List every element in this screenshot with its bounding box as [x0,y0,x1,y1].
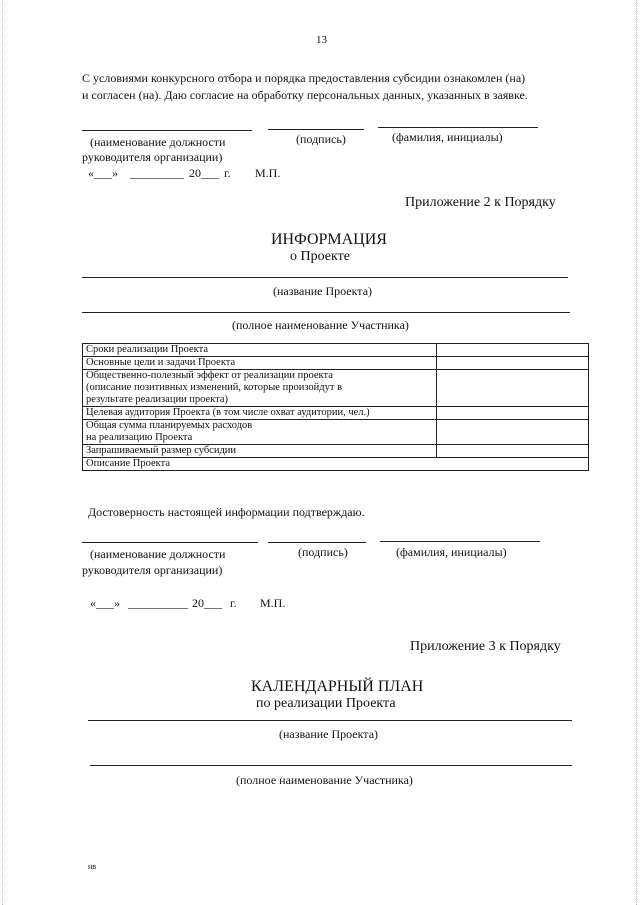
project-name-label: (название Проекта) [279,727,379,741]
table-cell-value[interactable] [437,445,589,458]
table-cell-value[interactable] [437,370,589,407]
annex-2-title: Приложение 2 к Порядку [405,195,556,210]
date-day: «___» [90,596,120,610]
stamp-placeholder: М.П. [255,166,281,180]
date-month: __________ [128,596,188,610]
table-row [83,370,589,407]
participant-label: (полное наименование Участника) [232,318,409,332]
name-line [378,127,538,128]
table-cell-label: Запрашиваемый размер субсидии [83,445,437,458]
annex-3-title: Приложение 3 к Порядку [410,639,561,654]
name-line [380,541,540,542]
position-label: (наименование должности [90,135,226,149]
table-cell-label: Описание Проекта [83,458,589,471]
signature-label: (подпись) [296,132,346,146]
position-label-2: руководителя организации) [82,150,223,164]
position-line [82,542,258,543]
project-info-table [82,343,589,471]
table-cell-label: Общая сумма планируемых расходов на реализацию Проекта [83,420,437,445]
table-row [83,420,589,445]
table-cell-label: Основные цели и задачи Проекта [83,357,437,370]
name-label: (фамилия, инициалы) [392,130,503,144]
project-name-line [88,720,572,721]
signature-label: (подпись) [298,545,348,559]
consent-line-2: и согласен (на). Даю согласие на обработку персональных данных, указанных в заявке. [82,88,528,102]
annex-2-subheading: о Проекте [290,249,350,264]
stamp-placeholder: М.П. [260,596,286,610]
annex-3-heading: КАЛЕНДАРНЫЙ ПЛАН [251,678,424,695]
table-row [83,357,589,370]
project-name-line [82,277,568,278]
table-cell-value[interactable] [437,420,589,445]
table-row [83,407,589,420]
participant-line [90,765,572,766]
annex-3-subheading: по реализации Проекта [256,696,396,711]
table-cell-value[interactable] [437,344,589,357]
participant-label: (полное наименование Участника) [236,773,413,787]
table-cell-value[interactable] [437,407,589,420]
annex-2-heading: ИНФОРМАЦИЯ [271,231,387,248]
scan-edge-left [2,0,3,905]
date-year-suffix: г. [224,166,231,180]
table-cell-label: Целевая аудитория Проекта (в том числе охват аудитории, чел.) [83,407,437,420]
consent-line-1: С условиями конкурсного отбора и порядка предоставления субсидии ознакомлен (на) [82,71,526,85]
table-row [83,344,589,357]
date-year: 20___ [189,166,219,180]
date-year-suffix: г. [230,596,237,610]
scan-edge-right [636,0,637,905]
project-name-label: (название Проекта) [273,284,373,298]
date-month: _________ [130,166,184,180]
date-day: «___» [88,166,118,180]
footer-mark: нв [88,862,97,871]
signature-line [268,542,366,543]
table-cell-label: Общественно-полезный эффект от реализации проекта (описание позитивных изменений, которые произойдут в результате реализации проекта) [83,370,437,407]
confirm-text: Достоверность настоящей информации подтверждаю. [88,505,365,519]
table-row [83,458,589,471]
table-cell-value[interactable] [437,357,589,370]
name-label: (фамилия, инициалы) [396,545,507,559]
page-number: 13 [316,34,327,46]
position-label-2: руководителя организации) [82,563,223,577]
participant-line [82,312,570,313]
position-line [82,130,252,131]
table-cell-label: Сроки реализации Проекта [83,344,437,357]
date-year: 20___ [192,596,222,610]
table-row [83,445,589,458]
signature-line [268,129,364,130]
position-label: (наименование должности [90,547,226,561]
